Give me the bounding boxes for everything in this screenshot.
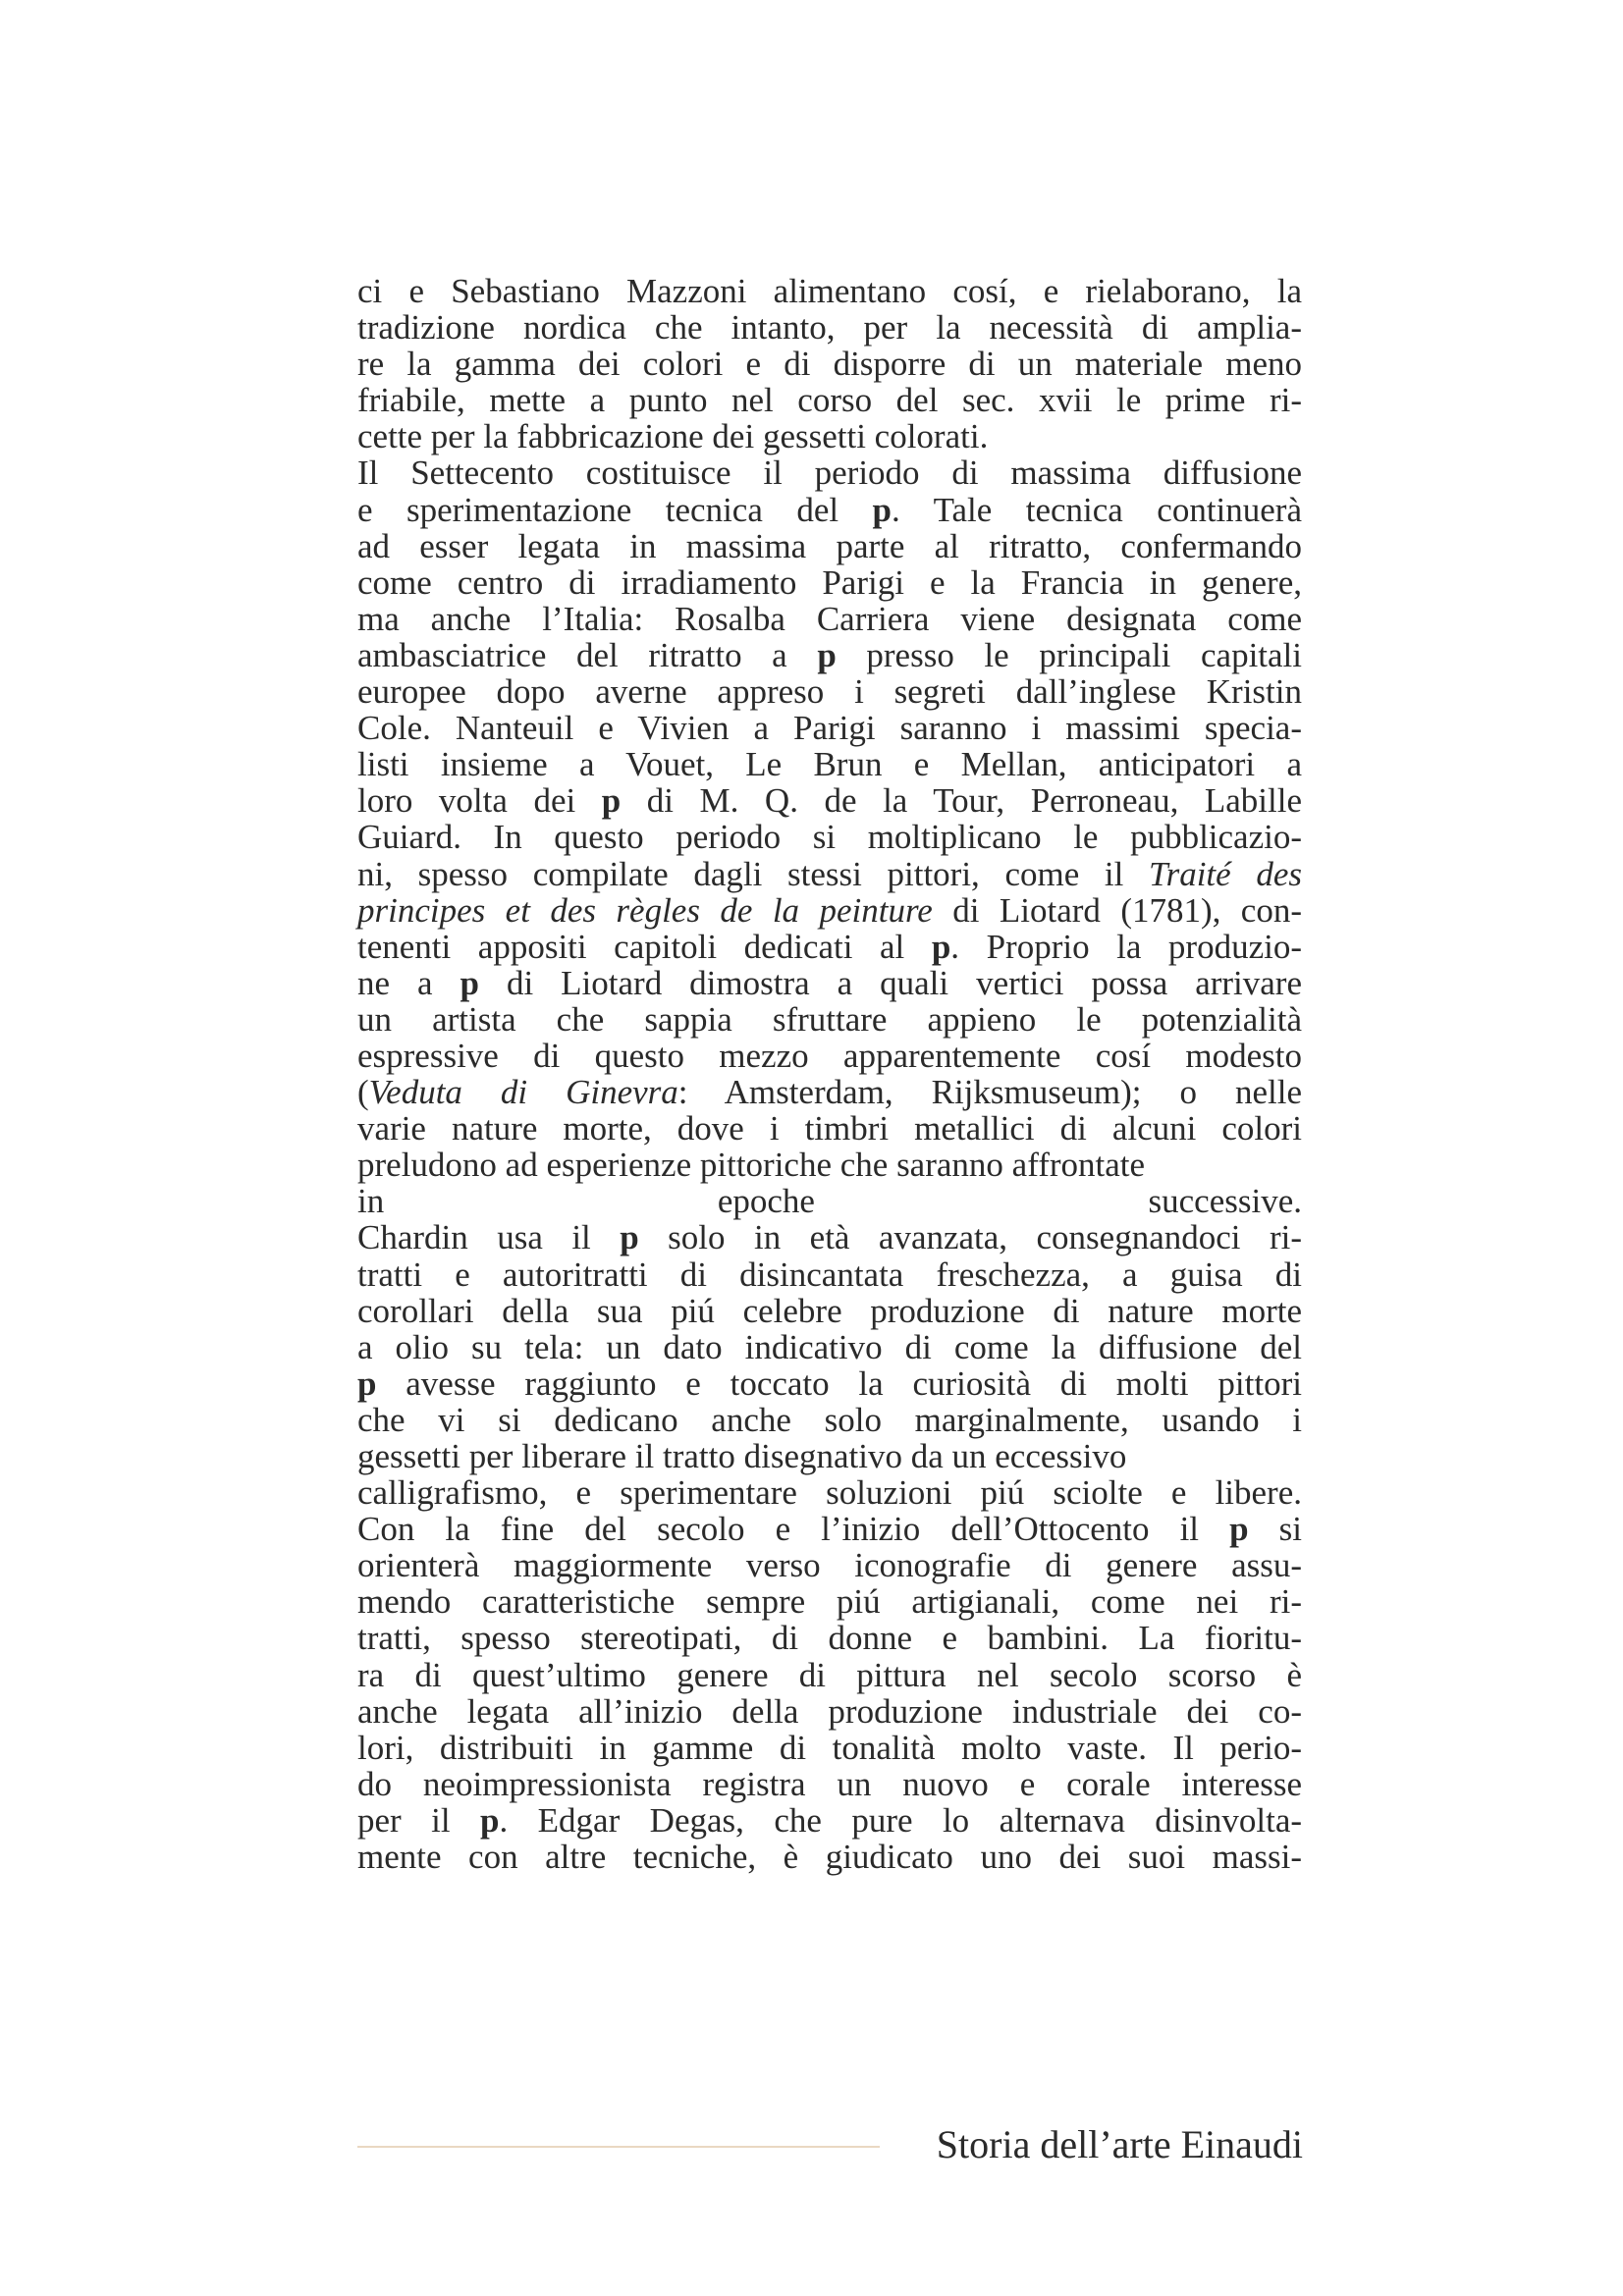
text-line xyxy=(357,929,1302,965)
text-run: solo in età avanzata, consegnandoci ri- xyxy=(638,1218,1302,1257)
text-run: mente con altre tecniche, è giudicato uno dei suoi massi- xyxy=(357,1838,1302,1877)
text-run: espressive di questo mezzo apparentemente cosí modesto xyxy=(357,1036,1302,1075)
text-line xyxy=(357,673,1302,710)
text-line xyxy=(357,454,1302,491)
text-run: do neoimpressionista registra un nuovo e corale interesse xyxy=(357,1764,1302,1803)
text-run: tenenti appositi capitoli dedicati al xyxy=(357,927,932,966)
text-run: ad esser legata in massima parte al ritratto, confermando xyxy=(357,526,1302,565)
text-line xyxy=(357,965,1302,1001)
text-line xyxy=(357,1511,1302,1547)
text-run: listi insieme a Vouet, Le Brun e Mellan, anticipatori a xyxy=(357,745,1302,784)
bold-abbreviation: p xyxy=(620,1218,639,1257)
text-run: Con la fine del secolo e l’inizio dell’Ottocento il xyxy=(357,1510,1230,1549)
text-line xyxy=(357,819,1302,855)
text-line xyxy=(357,1657,1302,1693)
text-run: anche legata all’inizio della produzione industriale dei co- xyxy=(357,1691,1302,1731)
text-run: ni, spesso compilate dagli stessi pittori, come il xyxy=(357,854,1150,893)
text-run: corollari della sua piú celebre produzione di nature morte xyxy=(357,1291,1302,1330)
text-line xyxy=(357,856,1302,892)
text-line xyxy=(357,1583,1302,1620)
bold-abbreviation: p xyxy=(601,781,622,821)
text-line xyxy=(357,1147,1302,1183)
text-run: friabile, mette a punto nel corso del sec. xvii le prime ri- xyxy=(357,381,1302,420)
text-line xyxy=(357,1365,1302,1402)
text-run: loro volta dei xyxy=(357,781,602,821)
text-line xyxy=(357,1547,1302,1583)
text-run: tratti, spesso stereotipati, di donne e bambini. La fioritu- xyxy=(357,1619,1302,1658)
text-run: che vi si dedicano anche solo marginalmente, usando i xyxy=(357,1400,1302,1439)
text-line xyxy=(357,1256,1302,1293)
italic-title: principes et des règles de la peinture xyxy=(357,890,933,930)
text-run: di Liotard (1781), con- xyxy=(932,890,1302,930)
text-run: ambasciatrice del ritratto a xyxy=(357,635,818,674)
text-run: presso le principali capitali xyxy=(836,635,1303,674)
text-run: ma anche l’Italia: Rosalba Carriera viene designata come xyxy=(357,599,1302,638)
bold-abbreviation: p xyxy=(1229,1510,1249,1549)
text-run: re la gamma dei colori e di disporre di un materiale meno xyxy=(357,345,1302,384)
footer-title: Storia dell’arte Einaudi xyxy=(936,2122,1303,2166)
text-line xyxy=(357,1802,1302,1839)
text-run: tratti e autoritratti di disincantata freschezza, a guisa di xyxy=(357,1255,1302,1294)
text-line xyxy=(357,782,1302,819)
text-line xyxy=(357,273,1302,309)
bold-abbreviation: p xyxy=(460,963,479,1002)
text-run: . Tale tecnica continuerà xyxy=(892,490,1302,529)
text-line xyxy=(357,1074,1302,1110)
text-run: cette per la fabbricazione dei gessetti colorati. xyxy=(357,417,989,456)
text-line xyxy=(357,492,1302,528)
bold-abbreviation: p xyxy=(357,1363,377,1403)
text-run: Cole. Nanteuil e Vivien a Parigi saranno i massimi specia- xyxy=(357,709,1302,748)
text-line xyxy=(357,1183,1302,1219)
text-line xyxy=(357,1110,1302,1147)
text-run: : Amsterdam, Rijksmuseum); o nelle xyxy=(677,1073,1302,1112)
text-run: lori, distribuiti in gamme di tonalità molto vaste. Il perio- xyxy=(357,1728,1302,1767)
text-line xyxy=(357,1329,1302,1365)
text-run: ( xyxy=(357,1073,369,1112)
bold-abbreviation: p xyxy=(872,490,892,529)
text-line xyxy=(357,1219,1302,1255)
text-line xyxy=(357,1693,1302,1730)
body-text xyxy=(357,273,1302,1875)
text-line xyxy=(357,1474,1302,1511)
text-run: calligrafismo, e sperimentare soluzioni piú sciolte e libere. xyxy=(357,1473,1302,1513)
text-run: preludono ad esperienze pittoriche che saranno affrontate xyxy=(357,1146,1146,1185)
italic-title: Traité des xyxy=(1149,854,1303,893)
text-run: . Edgar Degas, che pure lo alternava disinvolta- xyxy=(499,1800,1303,1840)
text-run: un artista che sappia sfruttare appieno le potenzialità xyxy=(357,999,1302,1039)
text-line xyxy=(357,1402,1302,1438)
text-line xyxy=(357,601,1302,637)
text-line xyxy=(357,1001,1302,1038)
text-run: ci e Sebastiano Mazzoni alimentano cosí, e rielaborano, la xyxy=(357,272,1302,310)
bold-abbreviation: p xyxy=(480,1800,500,1840)
text-line xyxy=(357,1620,1302,1656)
text-line xyxy=(357,710,1302,746)
text-run: come centro di irradiamento Parigi e la Francia in genere, xyxy=(357,562,1302,602)
text-line xyxy=(357,892,1302,929)
text-run: per il xyxy=(357,1800,481,1840)
text-line xyxy=(357,309,1302,346)
text-run: di Liotard dimostra a quali vertici possa arrivare xyxy=(479,963,1302,1002)
text-line xyxy=(357,382,1302,418)
bold-abbreviation: p xyxy=(817,635,837,674)
text-run: Il Settecento costituisce il periodo di massima diffusione xyxy=(357,454,1302,493)
text-line xyxy=(357,1438,1302,1474)
bold-abbreviation: p xyxy=(931,927,951,966)
text-run: avesse raggiunto e toccato la curiosità di molti pittori xyxy=(376,1363,1302,1403)
text-run: orienterà maggiormente verso iconografie di genere assu- xyxy=(357,1546,1302,1585)
text-run: mendo caratteristiche sempre piú artigianali, come nei ri- xyxy=(357,1582,1302,1622)
text-run: europee dopo averne appreso i segreti dall’inglese Kristin xyxy=(357,672,1302,712)
text-line xyxy=(357,528,1302,564)
italic-title: Veduta di Ginevra xyxy=(368,1073,678,1112)
text-run: . Proprio la produzio- xyxy=(950,927,1302,966)
text-run: si xyxy=(1248,1510,1302,1549)
text-line xyxy=(357,1730,1302,1766)
text-line xyxy=(357,346,1302,382)
text-line xyxy=(357,564,1302,601)
text-run: in epoche successive. xyxy=(357,1182,1302,1221)
text-run: Chardin usa il xyxy=(357,1218,621,1257)
text-run: varie nature morte, dove i timbri metallici di alcuni colori xyxy=(357,1109,1302,1148)
text-line xyxy=(357,1766,1302,1802)
text-line xyxy=(357,1038,1302,1074)
text-run: e sperimentazione tecnica del xyxy=(357,490,873,529)
text-line xyxy=(357,637,1302,673)
text-run: tradizione nordica che intanto, per la necessità di amplia- xyxy=(357,308,1302,347)
text-run: ne a xyxy=(357,963,460,1002)
text-run: ra di quest’ultimo genere di pittura nel secolo scorso è xyxy=(357,1655,1302,1694)
text-run: Guiard. In questo periodo si moltiplicano le pubblicazio- xyxy=(357,818,1302,857)
footer-rule xyxy=(357,2146,880,2148)
text-line xyxy=(357,1293,1302,1329)
text-run: a olio su tela: un dato indicativo di come la diffusione del xyxy=(357,1327,1302,1366)
text-line xyxy=(357,746,1302,782)
text-run: gessetti per liberare il tratto disegnativo da un eccessivo xyxy=(357,1437,1127,1475)
text-run: di M. Q. de la Tour, Perroneau, Labille xyxy=(621,781,1302,821)
text-line xyxy=(357,418,1302,454)
text-line xyxy=(357,1839,1302,1875)
